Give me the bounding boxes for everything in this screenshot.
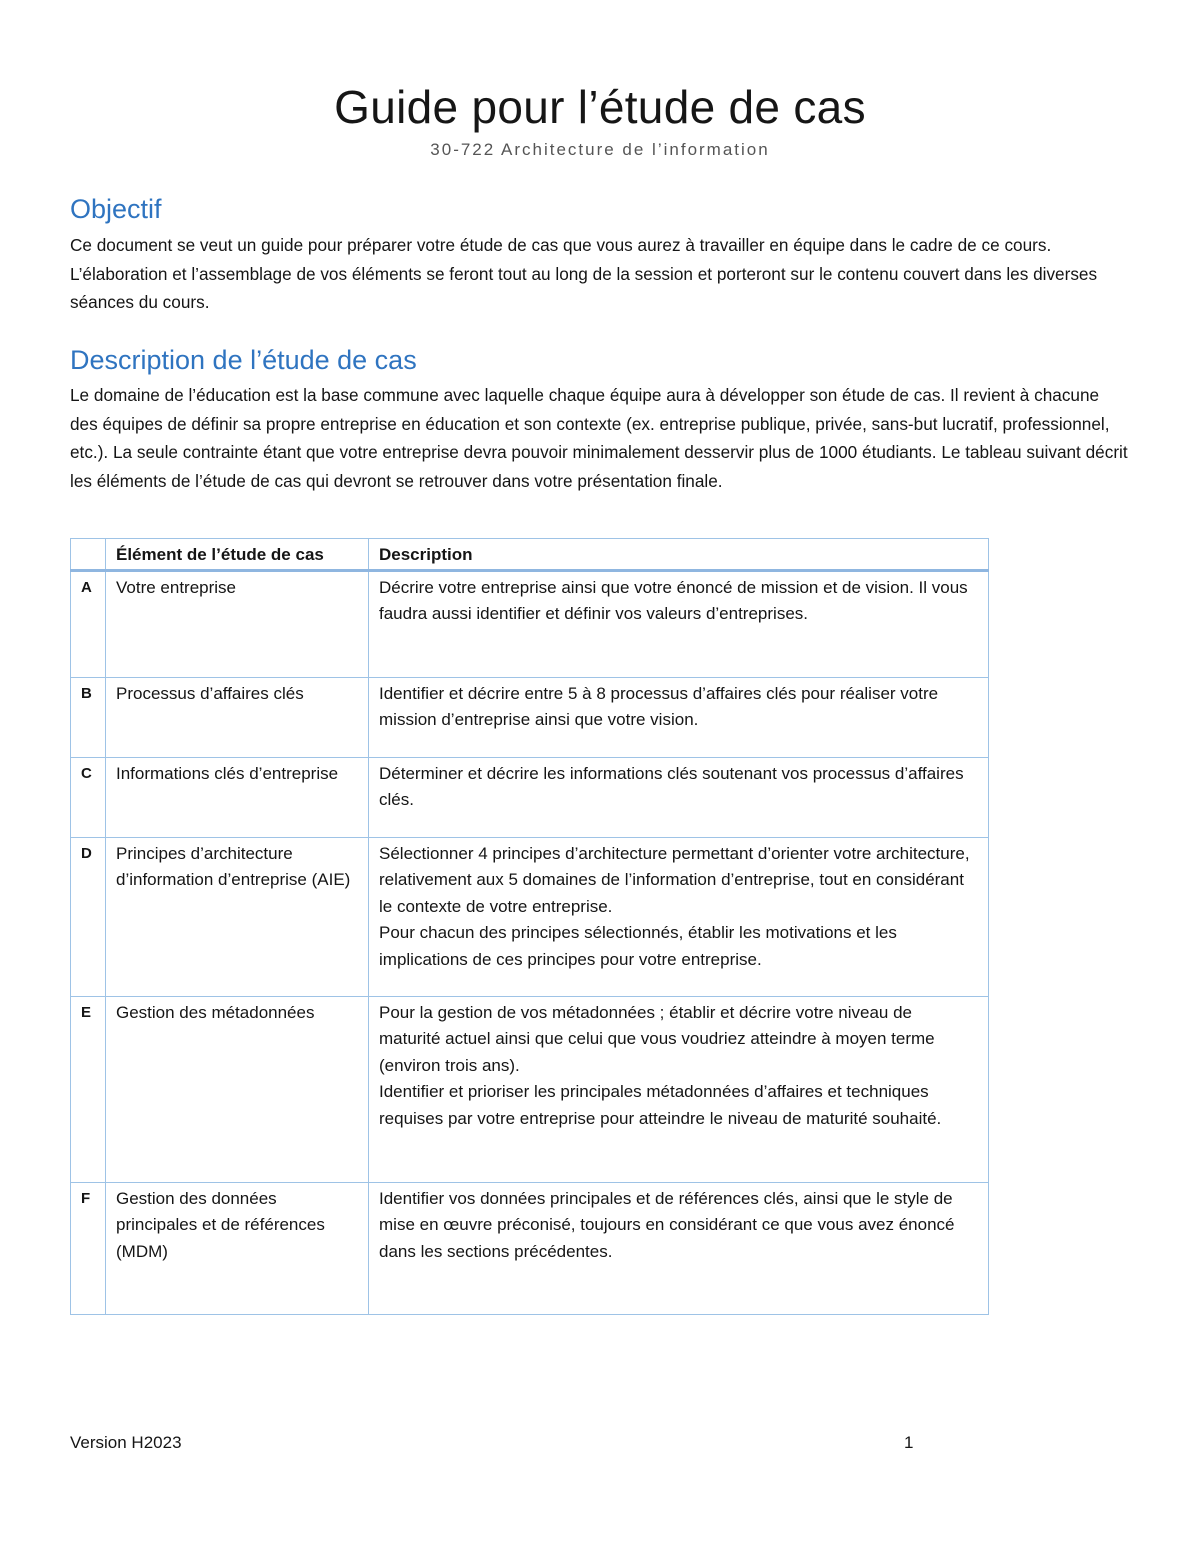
case-study-table <box>70 538 989 1315</box>
row-element: Gestion des métadonnées <box>106 996 369 1182</box>
paragraph-description: Le domaine de l’éducation est la base commune avec laquelle chaque équipe aura à développer son étude de cas. Il revient à chacune des équipes de définir sa propre entreprise en éducation et son contexte (ex. entreprise publique, privée, sans-but lucratif, professionnel, etc.). La seule contrainte étant que votre entreprise devra pouvoir minimalement desservir plus de 1000 étudiants. Le tableau suivant décrit les éléments de l’étude de cas qui devront se retrouver dans votre présentation finale. <box>70 385 1128 491</box>
table-row <box>71 677 989 757</box>
row-element: Principes d’architecture d’information d’entreprise (AIE) <box>106 837 369 996</box>
row-description: Déterminer et décrire les informations clés soutenant vos processus d’affaires clés. <box>369 757 989 837</box>
paragraph-objectif: Ce document se veut un guide pour préparer votre étude de cas que vous aurez à travailler en équipe dans le cadre de ce cours. L’élaboration et l’assemblage de vos éléments se feront tout au long de la session et porteront sur le contenu couvert dans les diverses séances du cours. <box>70 235 1098 312</box>
row-description: Décrire votre entreprise ainsi que votre énoncé de mission et de vision. Il vous faudra aussi identifier et définir vos valeurs d’entreprises. <box>369 570 989 677</box>
table-row <box>71 570 989 677</box>
row-element: Gestion des données principales et de références (MDM) <box>106 1182 369 1314</box>
heading-description: Description de l’étude de cas <box>70 345 417 375</box>
row-letter: B <box>71 677 106 757</box>
footer-version: Version H2023 <box>70 1433 182 1452</box>
table-row <box>71 837 989 996</box>
row-element: Informations clés d’entreprise <box>106 757 369 837</box>
table-row <box>71 1182 989 1314</box>
document-subtitle: 30-722 Architecture de l’information <box>430 140 770 159</box>
row-letter: F <box>71 1182 106 1314</box>
header-element: Élément de l’étude de cas <box>106 539 369 571</box>
header-description: Description <box>369 539 989 571</box>
row-description: Identifier vos données principales et de références clés, ainsi que le style de mise en œuvre préconisé, toujours en considérant ce que vous avez énoncé dans les sections précédentes. <box>369 1182 989 1314</box>
row-element: Votre entreprise <box>106 570 369 677</box>
row-description: Pour la gestion de vos métadonnées ; établir et décrire votre niveau de maturité actuel ainsi que celui que vous voudriez atteindre à moyen terme (environ trois ans). Identifier et prioriser les principales métadonnées d’affaires et techniques requises par votre entreprise pour atteindre le niveau de maturité souhaité. <box>369 996 989 1182</box>
heading-objectif: Objectif <box>70 194 162 224</box>
row-letter: A <box>71 570 106 677</box>
table-header-row <box>71 539 989 571</box>
document-title: Guide pour l’étude de cas <box>334 81 866 133</box>
footer-page-number: 1 <box>904 1433 914 1452</box>
row-letter: E <box>71 996 106 1182</box>
row-description: Identifier et décrire entre 5 à 8 processus d’affaires clés pour réaliser votre mission d’entreprise ainsi que votre vision. <box>369 677 989 757</box>
row-letter: C <box>71 757 106 837</box>
header-letter <box>71 539 106 571</box>
table-row <box>71 996 989 1182</box>
row-description: Sélectionner 4 principes d’architecture permettant d’orienter votre architecture, relativement aux 5 domaines de l’information d’entreprise, tout en considérant le contexte de votre entreprise. Pour chacun des principes sélectionnés, établir les motivations et les implications de ces principes pour votre entreprise. <box>369 837 989 996</box>
row-element: Processus d’affaires clés <box>106 677 369 757</box>
row-letter: D <box>71 837 106 996</box>
table-row <box>71 757 989 837</box>
